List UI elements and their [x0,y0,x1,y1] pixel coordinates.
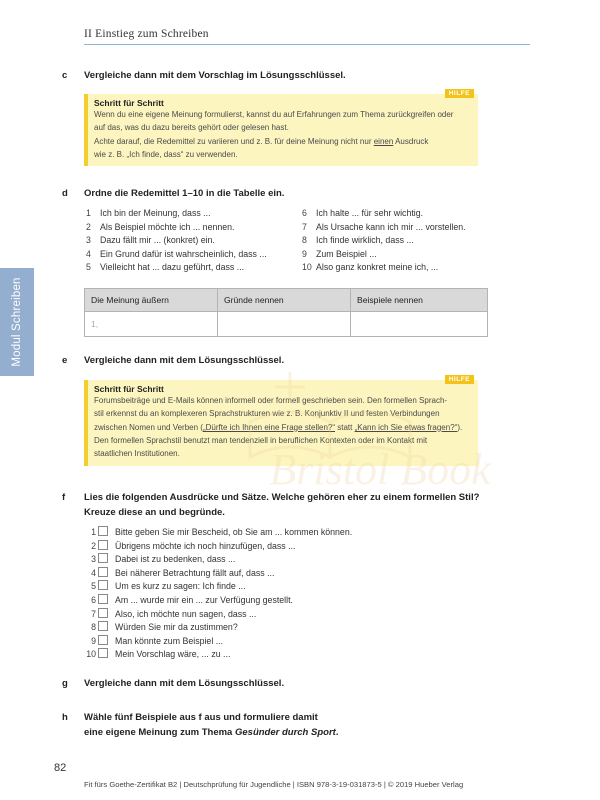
item-text: Als Ursache kann ich mir ... vorstellen. [316,221,466,232]
checklist-item [84,621,352,635]
task-e-letter: e [62,355,68,366]
hilfe-badge: HILFE [445,375,474,384]
list-item [86,262,267,276]
hint-text-underlined: einen [373,136,394,146]
task-h-letter: h [62,712,68,723]
list-item [302,222,466,236]
footer-text: Fit fürs Goethe-Zertifikat B2 | Deutschprüfung für Jugendliche | ISBN 978-3-19-031873-5 | © 2019 Hueber Verlag [84,780,464,789]
item-number: 6 [91,594,96,605]
item-number: 2 [91,540,96,551]
item-text: Also ganz konkret meine ich, ... [316,262,439,272]
item-text: Vielleicht hat ... dazu geführt, dass ... [100,262,245,272]
hint-text-part: statt [335,422,355,432]
item-number: 7 [302,221,307,232]
redemittel-list-left [86,208,267,276]
hint-text-part: zwischen Nomen und Verben ( [94,422,203,432]
list-item [86,235,267,249]
watermark-logo [230,362,530,492]
item-number: 10 [86,649,96,660]
item-text: Übrigens möchte ich noch hinzufügen, dass ... [115,540,296,551]
hint-line: staatlichen Institutionen. [94,449,180,459]
item-number: 8 [302,235,307,245]
item-number: 3 [86,235,91,245]
hint-line: auf das, was du dazu bereits gehört oder gelesen hast. [94,123,289,133]
list-item [302,262,466,276]
item-text: Dabei ist zu bedenken, dass ... [115,554,236,565]
task-g-instruction: Vergleiche dann mit dem Lösungsschlüssel. [84,678,285,689]
task-f-instruction: Lies die folgenden Ausdrücke und Sätze. Welche gehören eher zu einem formellen Stil? [84,492,480,503]
task-h-instruction-2 [84,727,338,738]
item-text: Zum Beispiel ... [316,248,377,259]
hint-text-part: ). [457,422,463,432]
item-text: Um es kurz zu sagen: Ich finde ... [115,581,246,592]
list-item [86,249,267,263]
item-number: 8 [91,622,96,633]
table-cell-answer[interactable] [350,312,487,337]
item-text: Am ... wurde mir ein ... zur Verfügung gestellt. [115,594,293,605]
hint-text-underlined: „Dürfte ich Ihnen eine Frage stellen?“ [202,422,336,432]
side-tab-label: Modul Schreiben [11,277,23,367]
hint-line: Forumsbeiträge und E-Mails können informell oder formell geschrieben sein. Den formellen Sprach- [94,396,448,405]
checklist [84,526,352,662]
hint-title: Schritt für Schritt [94,98,164,108]
item-number: 9 [91,635,96,646]
hint-text-underlined: „Kann ich Sie etwas fragen?“ [354,422,458,432]
table-row [85,312,488,337]
hint-title: Schritt für Schritt [94,384,164,394]
hint-line: wie z. B. „Ich finde, dass“ zu verwenden. [94,149,238,159]
item-text: Ich finde wirklich, dass ... [316,235,414,245]
table-cell-answer[interactable] [217,312,350,337]
checkbox[interactable] [98,635,108,645]
list-item [302,249,466,263]
column-header: Die Meinung äußern [85,289,218,312]
list-item [86,208,267,222]
column-header: Gründe nennen [217,289,350,312]
task-d-instruction: Ordne die Redemittel 1–10 in die Tabelle ein. [84,188,285,199]
task-c-instruction: Vergleiche dann mit dem Vorschlag im Lösungsschlüssel. [84,70,346,81]
item-number: 5 [86,262,91,272]
item-number: 1 [91,527,96,537]
checkbox[interactable] [98,553,108,563]
item-number: 9 [302,248,307,259]
item-text: Man könnte zum Beispiel ... [115,635,224,646]
hint-line: stil erkennst du an komplexeren Sprachstrukturen wie z. B. Konjunktiv II und festen Verbindungen [94,409,440,419]
checkbox[interactable] [98,580,108,590]
page-number: 82 [54,762,67,774]
item-number: 10 [302,262,312,272]
hint-line: Wenn du eine eigene Meinung formulierst, kannst du auf Erfahrungen zum Thema zurückgreifen oder [94,110,454,119]
item-number: 6 [302,208,307,218]
task-text-part: eine eigene Meinung zum Thema [84,727,235,738]
list-item [302,235,466,249]
item-text: Als Beispiel möchte ich ... nennen. [100,221,235,232]
item-text: Ein Grund dafür ist wahrscheinlich, dass ... [100,248,267,259]
task-text-part: . [335,727,339,738]
header-divider [84,44,530,45]
hilfe-badge: HILFE [445,89,474,98]
item-text: Bitte geben Sie mir Bescheid, ob Sie am ... kommen können. [115,527,353,537]
table-cell-answer[interactable]: 1, [85,312,218,337]
task-f-instruction-2: Kreuze diese an und begründe. [84,507,225,518]
checkbox[interactable] [98,648,108,658]
checkbox[interactable] [98,621,108,631]
checklist-item [84,648,352,662]
checklist-item [84,608,352,622]
list-item [86,222,267,236]
side-tab-modul-schreiben [0,268,34,376]
checkbox[interactable] [98,526,108,536]
item-number: 4 [91,567,96,578]
item-text: Bei näherer Betrachtung fällt auf, dass ... [115,567,275,578]
watermark-text: Bristol Book [269,445,491,492]
item-text: Ich halte ... für sehr wichtig. [316,208,424,218]
item-text: Ich bin der Meinung, dass ... [100,208,211,218]
checklist-item [84,635,352,649]
list-item [302,208,466,222]
task-topic: Gesünder durch Sport [234,727,336,738]
item-number: 5 [91,581,96,592]
checklist-item [84,526,352,540]
task-f-letter: f [62,492,66,503]
item-text: Mein Vorschlag wäre, ... zu ... [115,649,231,660]
task-d-letter: d [62,188,68,199]
task-c-letter: c [62,70,68,81]
item-text: Dazu fällt mir ... (konkret) ein. [100,235,215,245]
task-h-instruction: Wähle fünf Beispiele aus f aus und formuliere damit [84,712,318,723]
redemittel-list-right [302,208,466,276]
checklist-item [84,580,352,594]
hint-line [94,135,470,148]
checklist-item [84,540,352,554]
redemittel-table [84,288,488,337]
hint-box-1 [84,90,478,166]
checklist-item [84,553,352,567]
item-text: Also, ich möchte nun sagen, dass ... [115,608,257,619]
checkbox[interactable] [98,594,108,604]
checkbox[interactable] [98,540,108,550]
hint-line: Den formellen Sprachstil benutzt man tendenziell in beruflichen Kontexten oder im Kontakt mit [94,435,428,445]
item-number: 1 [86,208,91,218]
task-e-instruction: Vergleiche dann mit dem Lösungsschlüssel. [84,355,285,366]
task-g-letter: g [62,678,68,689]
checkbox[interactable] [98,608,108,618]
column-header: Beispiele nennen [350,289,487,312]
chapter-title: II Einstieg zum Schreiben [84,28,209,40]
table-header-row [85,289,488,312]
hint-text-part: Ausdruck [393,136,429,146]
checklist-item [84,567,352,581]
checkbox[interactable] [98,567,108,577]
item-number: 7 [91,608,96,619]
hint-text-part: Achte darauf, die Redemittel zu variieren und z. B. für deine Meinung nicht nur [94,136,374,146]
item-number: 4 [86,248,91,259]
item-number: 3 [91,554,96,565]
checklist-item [84,594,352,608]
item-number: 2 [86,221,91,232]
item-text: Würden Sie mir da zustimmen? [115,622,238,633]
